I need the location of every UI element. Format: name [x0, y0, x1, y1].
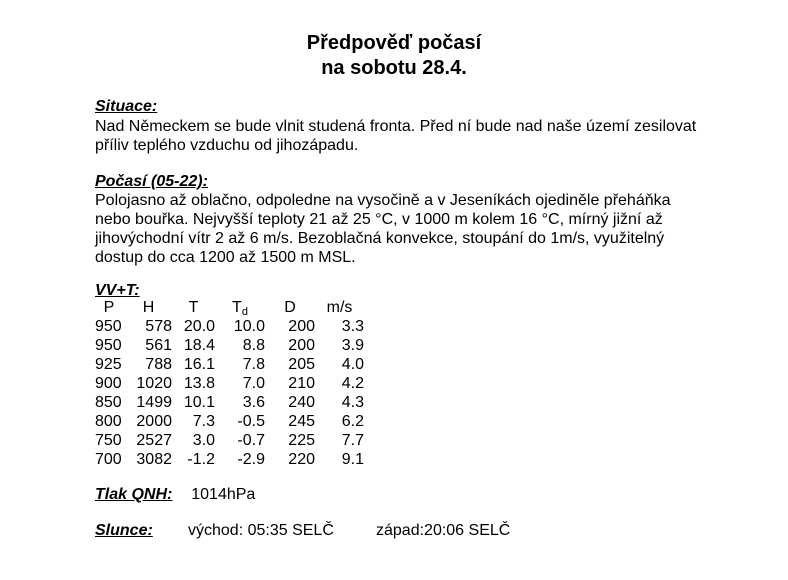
- cell-height: 578: [145, 318, 172, 335]
- cell-temperature: 7.3: [192, 413, 215, 430]
- vvt-row: [93, 317, 364, 336]
- cell-wind-speed: 4.0: [341, 356, 364, 373]
- cell-temperature: 18.4: [183, 337, 215, 354]
- cell-wind-direction: 205: [288, 356, 315, 373]
- qnh-line: [95, 486, 255, 504]
- forecast-subtitle-date: na sobotu 28.4.: [321, 57, 467, 79]
- cell-wind-direction: 210: [288, 375, 315, 392]
- cell-wind-direction: 220: [288, 451, 315, 468]
- vvt-row: [93, 412, 364, 431]
- col-header-d: D: [284, 299, 296, 316]
- cell-pressure: 750: [95, 432, 122, 449]
- pocasi-text: [95, 191, 735, 267]
- vvt-row: [93, 336, 364, 355]
- vvt-heading: VV+T:: [95, 282, 140, 299]
- cell-temperature: 13.8: [183, 375, 215, 392]
- cell-wind-speed: 3.3: [341, 318, 364, 335]
- sunset-time: západ:20:06 SELČ: [376, 522, 511, 539]
- vvt-header-row: [93, 298, 364, 317]
- situace-text: [95, 117, 735, 155]
- situace-line: Nad Německem se bude vlnit studená fronta. Před ní bude nad naše území zesilovat: [95, 118, 697, 135]
- col-header-h: H: [142, 299, 155, 316]
- col-header-td-base: T: [232, 299, 242, 316]
- cell-dewpoint: 3.6: [242, 394, 265, 411]
- cell-pressure: 800: [95, 413, 122, 430]
- cell-temperature: 3.0: [192, 432, 215, 449]
- cell-dewpoint: 7.8: [242, 356, 265, 373]
- pocasi-line: Polojasno až oblačno, odpoledne na vysočině a v Jeseníkách ojediněle přeháňka: [95, 192, 671, 209]
- cell-height: 1020: [136, 375, 172, 392]
- vvt-row: [93, 393, 364, 412]
- cell-temperature: 16.1: [183, 356, 215, 373]
- cell-dewpoint: -2.9: [237, 451, 265, 468]
- cell-wind-direction: 200: [288, 318, 315, 335]
- slunce-line: [95, 522, 153, 540]
- cell-height: 2000: [136, 413, 172, 430]
- qnh-heading: Tlak QNH:: [95, 486, 173, 503]
- cell-pressure: 925: [95, 356, 122, 373]
- vvt-row: [93, 355, 364, 374]
- vvt-table: [93, 298, 364, 469]
- cell-temperature: -1.2: [187, 451, 215, 468]
- cell-wind-speed: 6.2: [341, 413, 364, 430]
- cell-height: 3082: [136, 451, 172, 468]
- pocasi-line: dostup do cca 1200 až 1500 m MSL.: [95, 249, 356, 266]
- cell-dewpoint: -0.5: [237, 413, 265, 430]
- situace-heading: Situace:: [95, 98, 158, 115]
- cell-wind-direction: 225: [288, 432, 315, 449]
- cell-height: 1499: [136, 394, 172, 411]
- cell-pressure: 700: [95, 451, 122, 468]
- vvt-row: [93, 374, 364, 393]
- cell-wind-speed: 3.9: [341, 337, 364, 354]
- vvt-row: [93, 431, 364, 450]
- cell-pressure: 950: [95, 337, 122, 354]
- cell-temperature: 10.1: [183, 394, 215, 411]
- cell-dewpoint: 10.0: [233, 318, 265, 335]
- cell-height: 788: [145, 356, 172, 373]
- cell-dewpoint: 8.8: [242, 337, 265, 354]
- cell-temperature: 20.0: [183, 318, 215, 335]
- vvt-row: [93, 450, 364, 469]
- col-header-ms: m/s: [326, 299, 353, 316]
- sunrise-time: východ: 05:35 SELČ: [188, 522, 334, 539]
- cell-pressure: 900: [95, 375, 122, 392]
- cell-wind-direction: 200: [288, 337, 315, 354]
- col-header-t: T: [188, 299, 199, 316]
- col-header-td-sub: d: [241, 306, 248, 318]
- col-header-td: [215, 298, 265, 317]
- cell-dewpoint: -0.7: [237, 432, 265, 449]
- col-header-p: P: [103, 299, 115, 316]
- cell-wind-speed: 9.1: [341, 451, 364, 468]
- pocasi-heading: Počasí (05-22):: [95, 173, 208, 190]
- cell-pressure: 950: [95, 318, 122, 335]
- cell-wind-direction: 240: [288, 394, 315, 411]
- cell-pressure: 850: [95, 394, 122, 411]
- slunce-heading: Slunce:: [95, 522, 153, 539]
- qnh-value: 1014hPa: [191, 486, 256, 503]
- cell-wind-speed: 4.2: [341, 375, 364, 392]
- cell-dewpoint: 7.0: [242, 375, 265, 392]
- cell-wind-speed: 4.3: [341, 394, 364, 411]
- cell-wind-speed: 7.7: [341, 432, 364, 449]
- cell-height: 2527: [136, 432, 172, 449]
- situace-line: příliv teplého vzduchu od jihozápadu.: [95, 137, 359, 154]
- cell-wind-direction: 245: [288, 413, 315, 430]
- cell-height: 561: [145, 337, 172, 354]
- forecast-title: Předpověď počasí: [306, 32, 482, 54]
- pocasi-line: jihovýchodní vítr 2 až 6 m/s. Bezoblačná konvekce, stoupání do 1m/s, využitelný: [95, 230, 665, 247]
- pocasi-line: nebo bouřka. Nejvyšší teploty 21 až 25 °C, v 1000 m kolem 16 °C, mírný jižní až: [95, 211, 663, 228]
